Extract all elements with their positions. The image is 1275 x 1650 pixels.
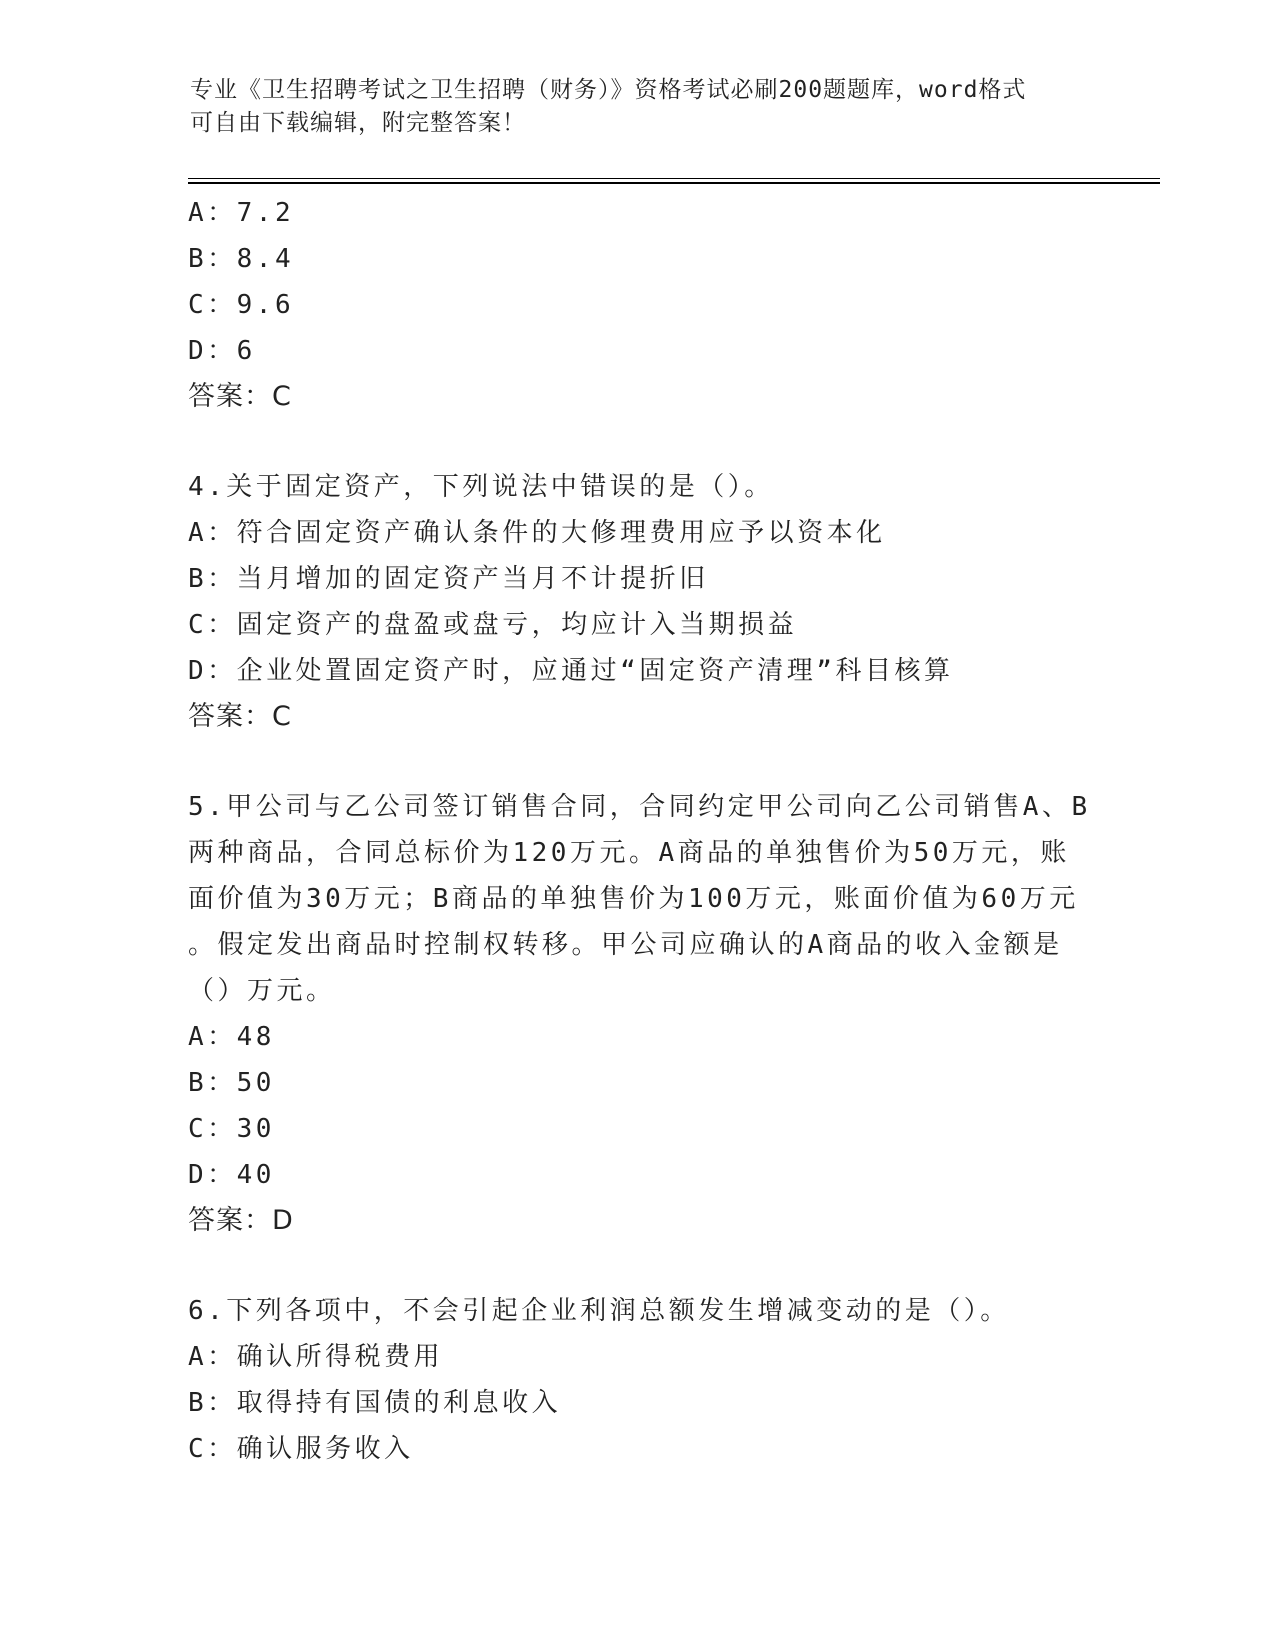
option-b: B：当月增加的固定资产当月不计提折旧 [188,564,709,594]
option-d: D：企业处置固定资产时，应通过“固定资产清理”科目核算 [188,656,954,686]
question-5 [188,784,1091,1244]
option-a: A：符合固定资产确认条件的大修理费用应予以资本化 [188,518,886,548]
option-c: C：30 [188,1114,275,1144]
option-d: D：40 [188,1160,275,1190]
question-stem-line: 5.甲公司与乙公司签订销售合同，合同约定甲公司向乙公司销售A、B [188,792,1091,822]
option-a: A：确认所得税费用 [188,1342,444,1372]
question-3 [188,190,1088,420]
option-c: C：9.6 [188,290,295,320]
answer-label: 答案：C [188,381,292,412]
question-stem-line: （）万元。 [188,976,336,1006]
question-stem: 6.下列各项中，不会引起企业利润总额发生增减变动的是（）。 [188,1296,1010,1326]
option-b: B：50 [188,1068,275,1098]
header-divider-thick [188,182,1160,184]
document-header [190,74,1090,140]
option-b: B：8.4 [188,244,295,274]
spacer [188,740,1088,784]
question-stem-line: 。假定发出商品时控制权转移。甲公司应确认的A商品的收入金额是 [188,930,1063,960]
option-d: D：6 [188,336,256,366]
header-line-2: 可自由下载编辑，附完整答案！ [190,110,526,136]
header-line-1: 专业《卫生招聘考试之卫生招聘（财务）》资格考试必刷200题题库，word格式 [190,77,1027,103]
answer-label: 答案：D [188,1205,294,1236]
question-stem-line: 两种商品，合同总标价为120万元。A商品的单独售价为50万元，账 [188,838,1070,868]
spacer [188,420,1088,464]
option-c: C：确认服务收入 [188,1434,414,1464]
option-a: A：48 [188,1022,275,1052]
answer-label: 答案：C [188,701,292,732]
spacer [188,1244,1088,1288]
question-6 [188,1288,1088,1472]
question-stem-line: 面价值为30万元；B商品的单独售价为100万元，账面价值为60万元 [188,884,1079,914]
question-4 [188,464,1088,740]
question-stem: 4.关于固定资产，下列说法中错误的是（）。 [188,472,774,502]
option-a: A：7.2 [188,198,295,228]
header-divider-thin [188,178,1160,179]
option-c: C：固定资产的盘盈或盘亏，均应计入当期损益 [188,610,798,640]
question-list [188,190,1091,1472]
option-b: B：取得持有国债的利息收入 [188,1388,562,1418]
